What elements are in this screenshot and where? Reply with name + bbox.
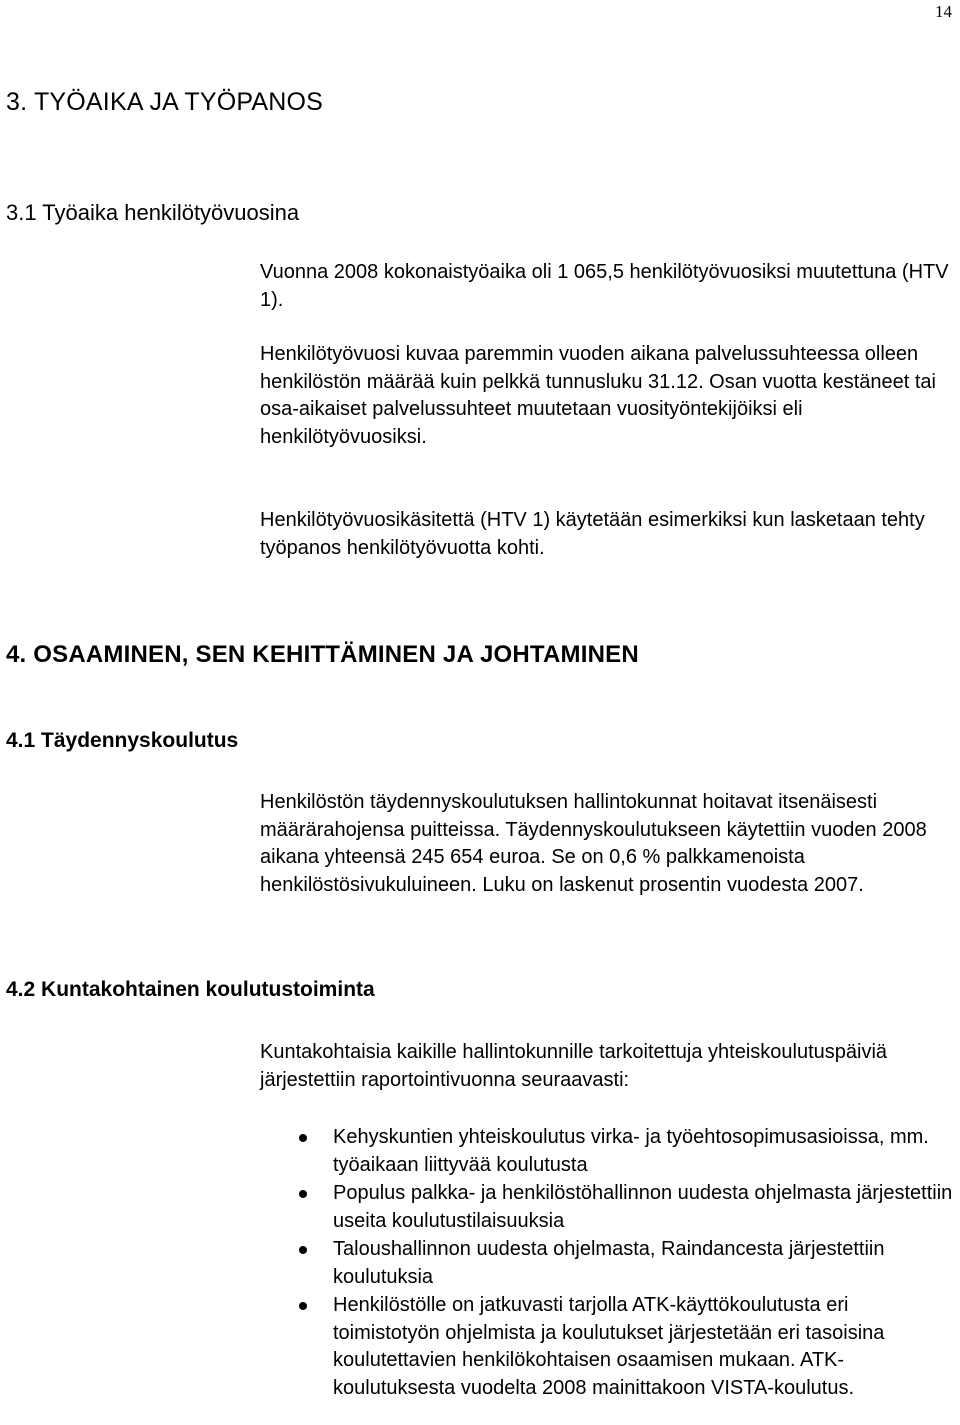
section-3-1-paragraph-1: Vuonna 2008 kokonaistyöaika oli 1 065,5 henkilötyövuosiksi muutettuna (HTV 1).	[260, 261, 949, 311]
list-item	[260, 1180, 960, 1235]
list-item-text: Kehyskuntien yhteiskoulutus virka- ja työehtosopimusasioissa, mm. työaikaan liittyvää koulutusta	[333, 1126, 929, 1176]
bullet-icon	[299, 1246, 307, 1254]
section-3-heading: 3. TYÖAIKA JA TYÖPANOS	[6, 88, 324, 116]
section-4-2-heading: 4.2 Kuntakohtainen koulutustoiminta	[6, 978, 375, 1001]
section-3-1-paragraph-2: Henkilötyövuosi kuvaa paremmin vuoden aikana palvelussuhteessa olleen henkilöstön määrää kuin pelkkä tunnusluku 31.12. Osan vuotta kestäneet tai osa-aikaiset palvelussuhteet muutetaan vuosityöntekijöiksi eli henkilötyövuosiksi.	[260, 343, 936, 448]
section-3-1-heading: 3.1 Työaika henkilötyövuosina	[6, 200, 300, 225]
bullet-icon	[299, 1302, 307, 1310]
section-4-2-intro: Kuntakohtaisia kaikille hallintokunnille tarkoitettuja yhteiskoulutuspäiviä järjestettiin raportointivuonna seuraavasti:	[260, 1041, 888, 1091]
section-3-1-paragraph-3: Henkilötyövuosikäsitettä (HTV 1) käytetään esimerkiksi kun lasketaan tehty työpanos henkilötyövuotta kohti.	[260, 509, 925, 559]
section-4-1-paragraph: Henkilöstön täydennyskoulutuksen hallintokunnat hoitavat itsenäisesti määrärahojensa puitteissa. Täydennyskoulutukseen käytettiin vuoden 2008 aikana yhteensä 245 654 euroa. Se on 0,6 % palkkamenoista henkilöstösivukuluineen. Luku on laskenut prosentin vuodesta 2007.	[260, 791, 927, 896]
list-item	[260, 1236, 960, 1291]
bullet-icon	[299, 1190, 307, 1198]
list-item-text: Taloushallinnon uudesta ohjelmasta, Raindancesta järjestettiin koulutuksia	[333, 1238, 885, 1288]
section-4-heading: 4. OSAAMINEN, SEN KEHITTÄMINEN JA JOHTAMINEN	[6, 641, 639, 668]
page-number: 14	[935, 2, 952, 21]
list-item-text: Henkilöstölle on jatkuvasti tarjolla ATK-käyttökoulutusta eri toimistotyön ohjelmista ja koulutukset järjestetään eri tasoisina koulutettavien henkilökohtaisen osaamisen mukaan. ATK-koulutuksesta vuodelta 2008 mainittakoon VISTA-koulutus.	[333, 1294, 885, 1399]
list-item-text: Populus palkka- ja henkilöstöhallinnon uudesta ohjelmasta järjestettiin useita koulutustilaisuuksia	[333, 1182, 953, 1232]
bullet-icon	[299, 1134, 307, 1142]
section-4-1-heading: 4.1 Täydennyskoulutus	[6, 729, 239, 752]
list-item	[260, 1292, 960, 1402]
list-item	[260, 1124, 960, 1179]
training-list	[260, 1124, 960, 1403]
